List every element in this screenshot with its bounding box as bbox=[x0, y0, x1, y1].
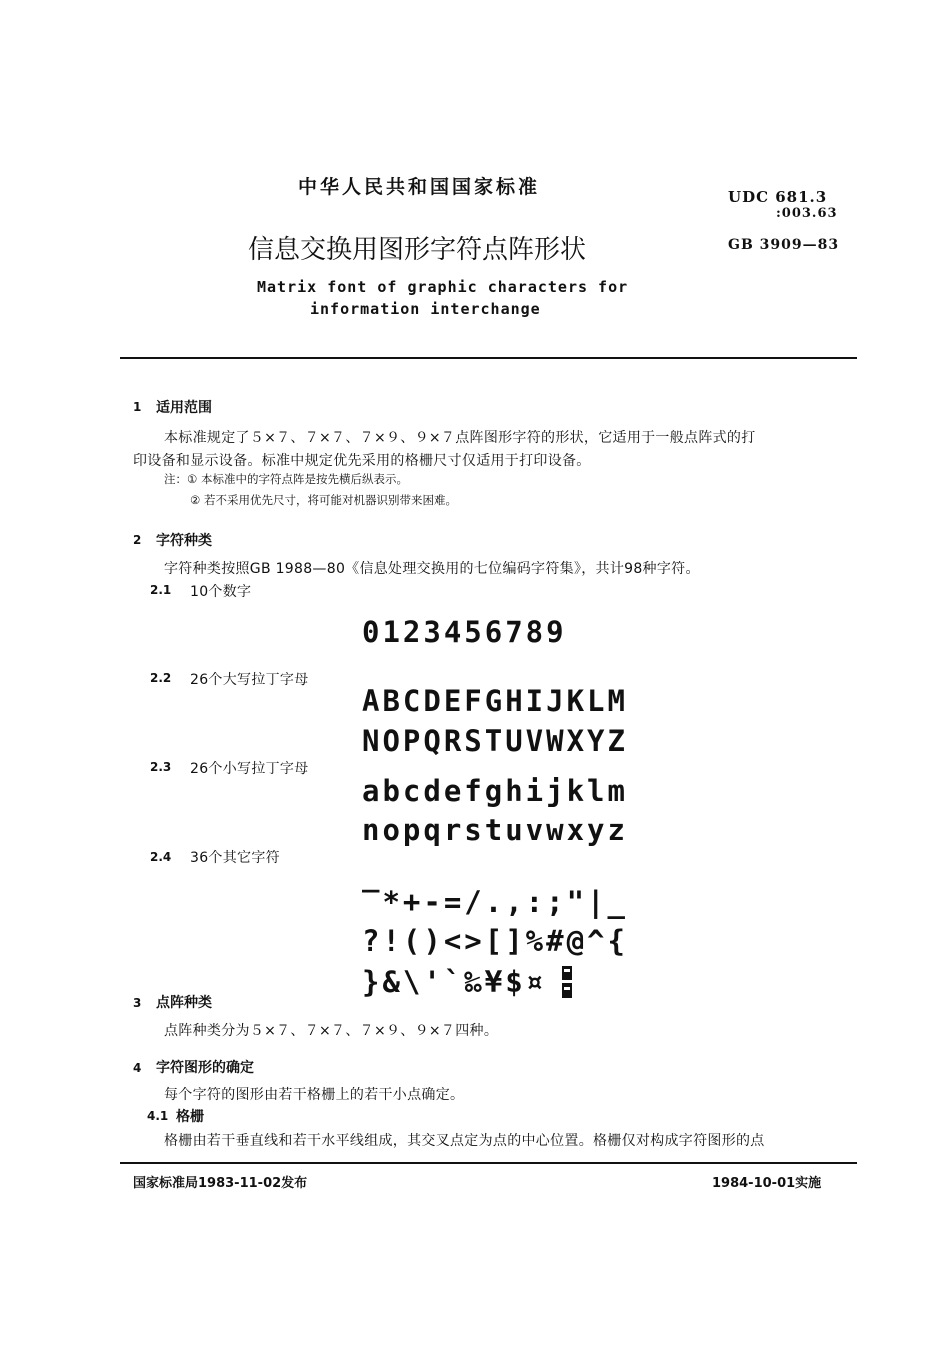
section-2-3-number: 2.3 bbox=[150, 760, 172, 774]
implementation-date: 1984-10-01实施 bbox=[712, 1176, 822, 1191]
header-divider bbox=[120, 357, 857, 359]
document-title-english-line2: information interchange bbox=[310, 300, 541, 318]
document-title-english-line1: Matrix font of graphic characters for bbox=[257, 278, 629, 296]
section-2-4-heading: 36个其它字符 bbox=[190, 850, 280, 866]
section-2-1-heading: 10个数字 bbox=[190, 584, 252, 600]
section-3-paragraph: 点阵种类分为５×７、７×７、７×９、９×７四种。 bbox=[164, 1023, 499, 1039]
section-3-number: 3 bbox=[133, 996, 142, 1010]
footer-divider bbox=[120, 1162, 857, 1164]
section-1-note-1: 注：① 本标准中的字符点阵是按先横后纵表示。 bbox=[164, 472, 408, 486]
udc-code-line2: :003.63 bbox=[776, 206, 838, 221]
section-2-2-number: 2.2 bbox=[150, 671, 172, 685]
symbol-samples-line1: ‾*+-=/.,:;"|_ bbox=[362, 885, 628, 919]
section-2-paragraph: 字符种类按照GB 1988—80《信息处理交换用的七位编码字符集》，共计98种字符。 bbox=[164, 561, 700, 577]
section-4-1-paragraph: 格栅由若干垂直线和若干水平线组成，其交叉点定为点的中心位置。格栅仅对构成字符图形的点 bbox=[164, 1133, 765, 1149]
section-2-number: 2 bbox=[133, 533, 142, 547]
section-4-1-heading: 格栅 bbox=[176, 1109, 204, 1125]
section-1-paragraph-line2: 印设备和显示设备。标准中规定优先采用的格栅尺寸仅适用于打印设备。 bbox=[133, 453, 591, 469]
uppercase-samples-line1: ABCDEFGHIJKLM bbox=[362, 684, 628, 718]
document-title-chinese: 信息交换用图形字符点阵形状 bbox=[248, 235, 587, 265]
issuing-organization: 中华人民共和国国家标准 bbox=[298, 176, 541, 198]
digit-samples: 0123456789 bbox=[362, 615, 567, 649]
section-2-2-heading: 26个大写拉丁字母 bbox=[190, 672, 309, 688]
section-4-1-number: 4.1 bbox=[147, 1109, 169, 1123]
section-4-paragraph: 每个字符的图形由若干格栅上的若干小点确定。 bbox=[164, 1087, 465, 1103]
symbol-samples-line3: }&\'`‰¥$¤ bbox=[362, 965, 547, 999]
section-2-1-number: 2.1 bbox=[150, 583, 172, 597]
section-3-heading: 点阵种类 bbox=[156, 995, 212, 1011]
section-2-3-heading: 26个小写拉丁字母 bbox=[190, 761, 309, 777]
section-1-number: 1 bbox=[133, 400, 142, 414]
lowercase-samples-line1: abcdefghijklm bbox=[362, 774, 628, 808]
section-1-heading: 适用范围 bbox=[156, 400, 212, 416]
standard-number: GB 3909—83 bbox=[728, 237, 840, 253]
section-2-4-number: 2.4 bbox=[150, 850, 172, 864]
section-2-heading: 字符种类 bbox=[156, 533, 212, 549]
section-1-note-2: ② 若不采用优先尺寸，将可能对机器识别带来困难。 bbox=[190, 493, 457, 507]
stacked-control-glyph-icon bbox=[562, 966, 572, 998]
issue-date: 国家标准局1983-11-02发布 bbox=[133, 1176, 308, 1191]
lowercase-samples-line2: nopqrstuvwxyz bbox=[362, 813, 628, 847]
uppercase-samples-line2: NOPQRSTUVWXYZ bbox=[362, 724, 628, 758]
section-4-number: 4 bbox=[133, 1061, 142, 1075]
section-1-paragraph-line1: 本标准规定了５×７、７×７、７×９、９×７点阵图形字符的形状，它适用于一般点阵式的打 bbox=[164, 430, 756, 446]
section-4-heading: 字符图形的确定 bbox=[156, 1060, 254, 1076]
udc-code-line1: UDC 681.3 bbox=[728, 188, 828, 206]
symbol-samples-line2: ?!()<>[]%#@^{ bbox=[362, 924, 628, 958]
